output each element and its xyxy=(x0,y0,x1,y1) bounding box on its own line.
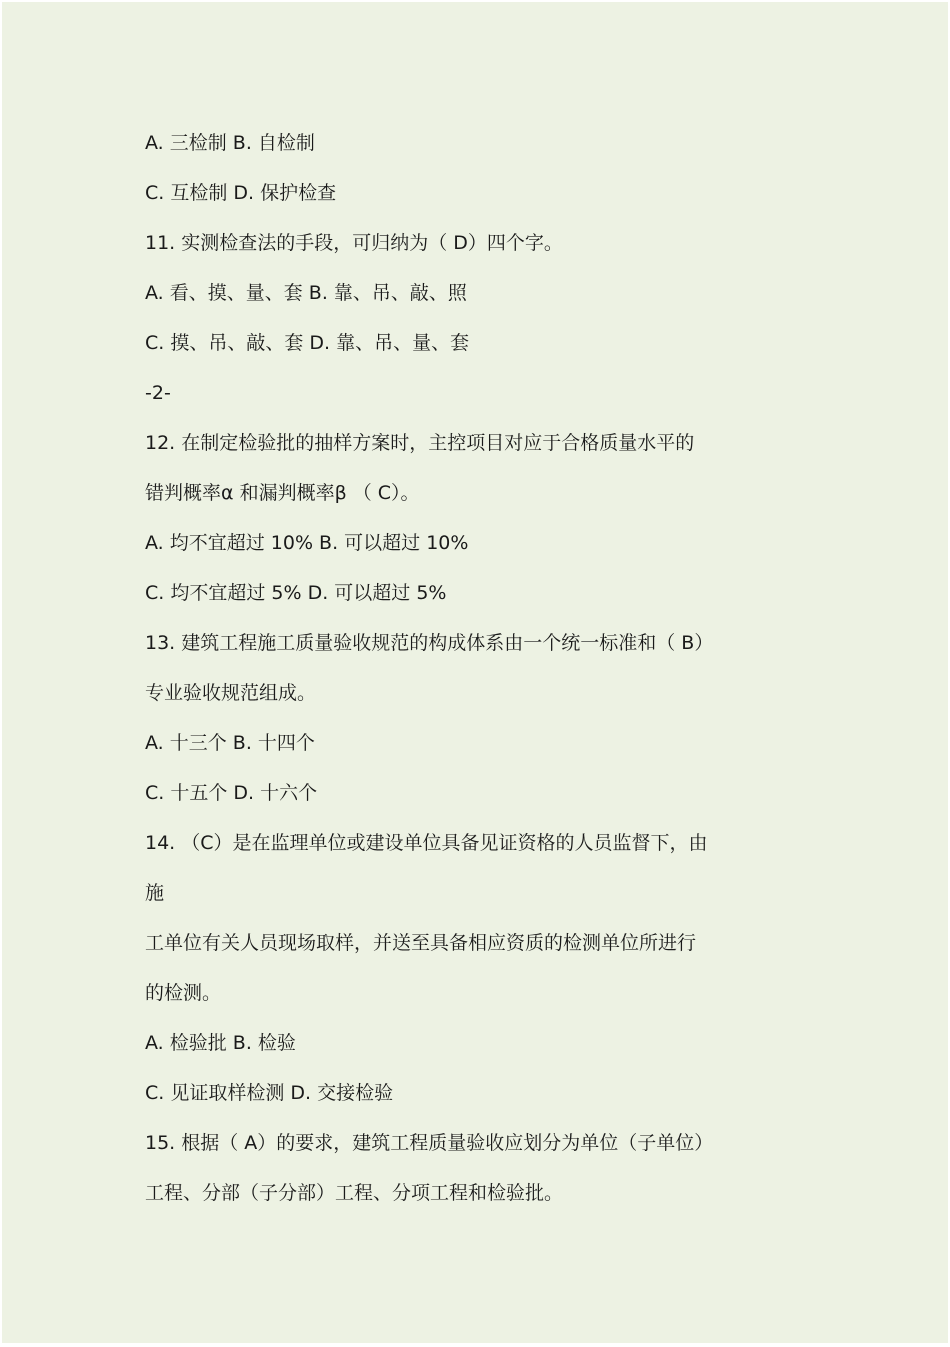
text-line: C. 见证取样检测 D. 交接检验 xyxy=(145,1082,394,1104)
text-line: A. 均不宜超过 10% B. 可以超过 10% xyxy=(145,532,469,554)
text-line: C. 互检制 D. 保护检查 xyxy=(145,182,337,204)
question-11: 11. 实测检查法的手段，可归纳为（ D）四个字。 xyxy=(145,232,563,254)
text-line: A. 看、摸、量、套 B. 靠、吊、敲、照 xyxy=(145,282,467,304)
text-line: A. 三检制 B. 自检制 xyxy=(145,132,315,154)
text-line: C. 摸、吊、敲、套 D. 靠、吊、量、套 xyxy=(145,332,470,354)
question-14: 14. （C）是在监理单位或建设单位具备见证资格的人员监督下，由 xyxy=(145,832,708,854)
question-12: 12. 在制定检验批的抽样方案时，主控项目对应于合格质量水平的 xyxy=(145,432,695,454)
text-line: 工单位有关人员现场取样，并送至具备相应资质的检测单位所进行 xyxy=(145,932,697,954)
text-line: 专业验收规范组成。 xyxy=(145,682,317,704)
question-text-block xyxy=(145,120,825,1220)
text-line: 工程、分部（子分部）工程、分项工程和检验批。 xyxy=(145,1182,564,1204)
text-line: 的检测。 xyxy=(145,982,222,1004)
text-line: 错判概率α 和漏判概率β （ C）。 xyxy=(145,482,420,504)
document-page xyxy=(2,2,948,1343)
text-line: C. 十五个 D. 十六个 xyxy=(145,782,318,804)
text-line: A. 十三个 B. 十四个 xyxy=(145,732,315,754)
text-line: A. 检验批 B. 检验 xyxy=(145,1032,296,1054)
question-15: 15. 根据（ A）的要求，建筑工程质量验收应划分为单位（子单位） xyxy=(145,1132,714,1154)
text-line: 施 xyxy=(145,882,165,904)
text-line: C. 均不宜超过 5% D. 可以超过 5% xyxy=(145,582,447,604)
question-13: 13. 建筑工程施工质量验收规范的构成体系由一个统一标准和（ B） xyxy=(145,632,714,654)
page-number: -2- xyxy=(145,382,171,404)
